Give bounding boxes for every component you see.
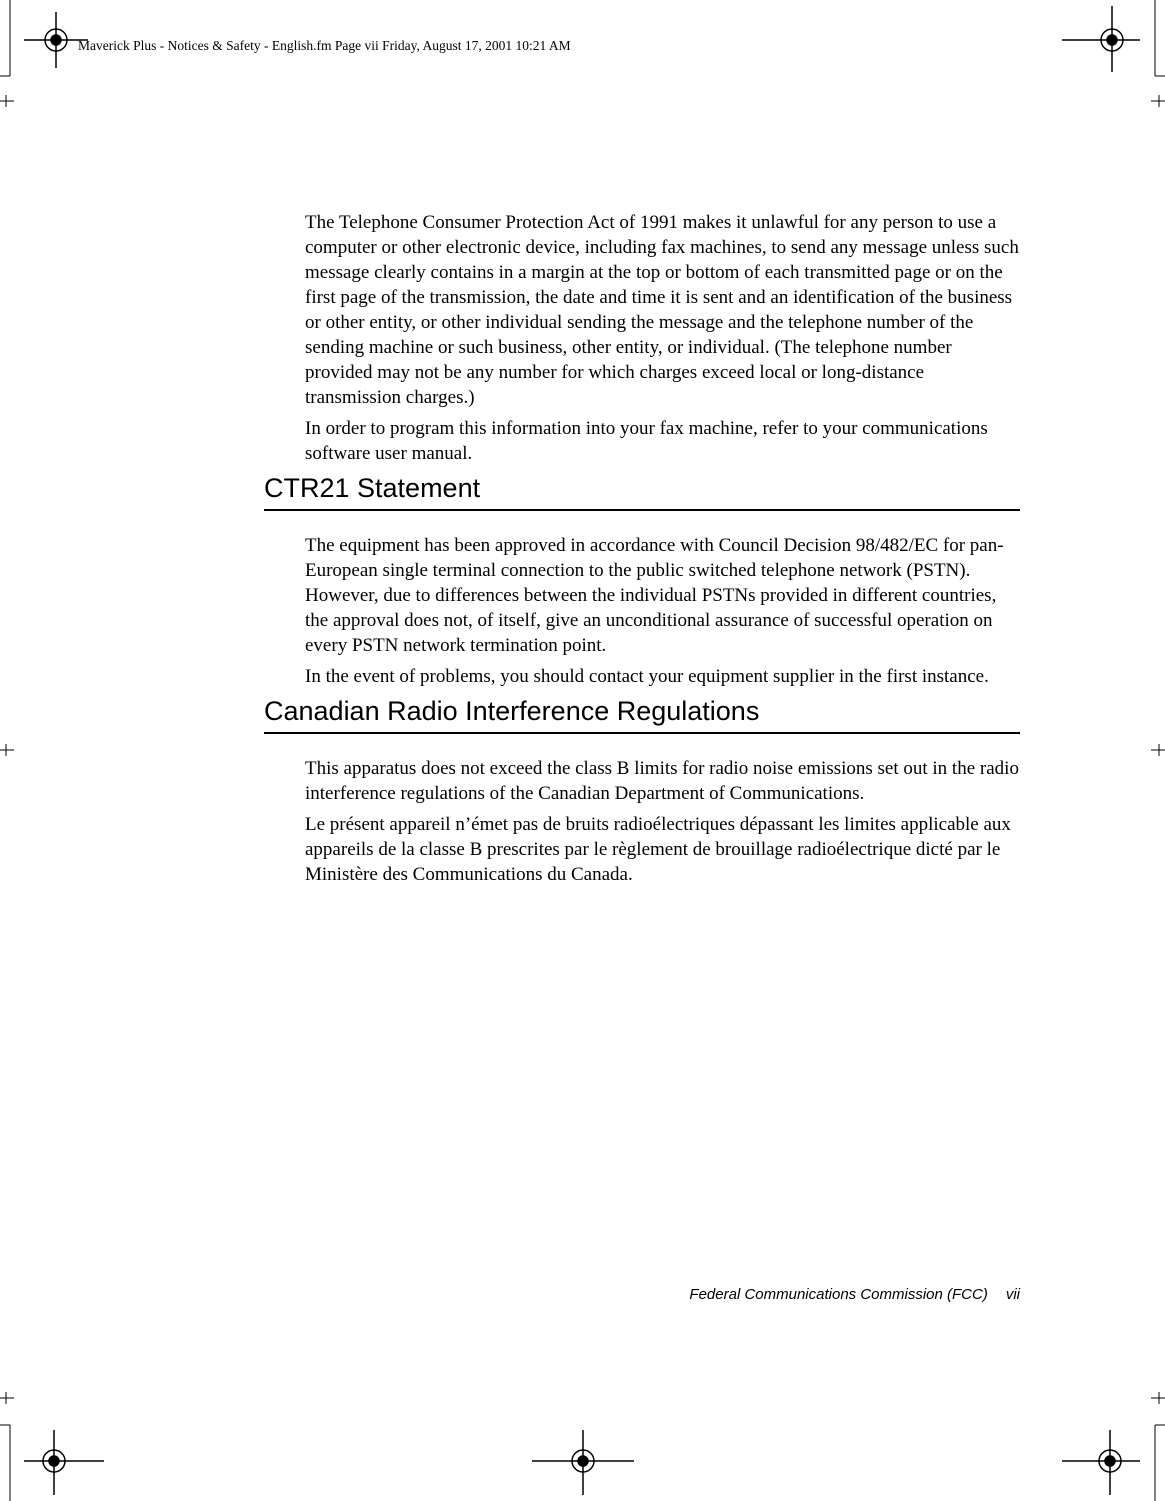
ctr21-heading: CTR21 Statement [264,472,1020,511]
footer-section-title: Federal Communications Commission (FCC) [689,1286,988,1303]
registration-target-bottom-center [532,1430,634,1495]
ctr21-paragraph-1: The equipment has been approved in accordance with Council Decision 98/482/EC for pan-European single terminal connection to the public switched telephone network (PSTN). However, due to differences between the individual PSTNs provided in different countries, the approval does not, of itself, give an unconditional assurance of successful operation on every PSTN network termination point. [305,535,1004,656]
print-slug: Maverick Plus - Notices & Safety - English.fm Page vii Friday, August 17, 2001 10:21 AM [78,38,571,53]
intro-paragraph-2: In order to program this information into your fax machine, refer to your communications software user manual. [305,418,988,464]
canadian-paragraph-2: Le présent appareil n’émet pas de bruits radioélectriques dépassant les limites applicable aux appareils de la classe B prescrites par le règlement de brouillage radioélectrique dicté par le Ministère des Communications du Canada. [305,814,1011,885]
canadian-heading: Canadian Radio Interference Regulations [264,695,1020,734]
intro-paragraph-1: The Telephone Consumer Protection Act of 1991 makes it unlawful for any person to use a computer or other electronic device, including fax machines, to send any message unless such message clearly contains in a margin at the top or bottom of each transmitted page or on the first page of the transmission, the date and time it is sent and an identification of the business or other entity, or other individual sending the message and the telephone number of the sending machine or such business, other entity, or individual. (The telephone number provided may not be any number for which charges exceed local or long-distance transmission charges.) [305,212,1019,408]
canadian-paragraph-1: This apparatus does not exceed the class B limits for radio noise emissions set out in the radio interference regulations of the Canadian Department of Communications. [305,758,1019,804]
page-content [264,210,1020,893]
registration-target-bottom-left [24,1430,104,1495]
canadian-section [264,695,1020,887]
ctr21-paragraph-2: In the event of problems, you should contact your equipment supplier in the first instance. [305,666,989,687]
registration-target-bottom-right [1062,1430,1140,1495]
page-footer [560,1286,1020,1303]
ctr21-section [264,472,1020,689]
page-number: vii [1005,1286,1020,1303]
registration-target-top-right [1062,6,1140,72]
intro-section [264,210,1020,466]
